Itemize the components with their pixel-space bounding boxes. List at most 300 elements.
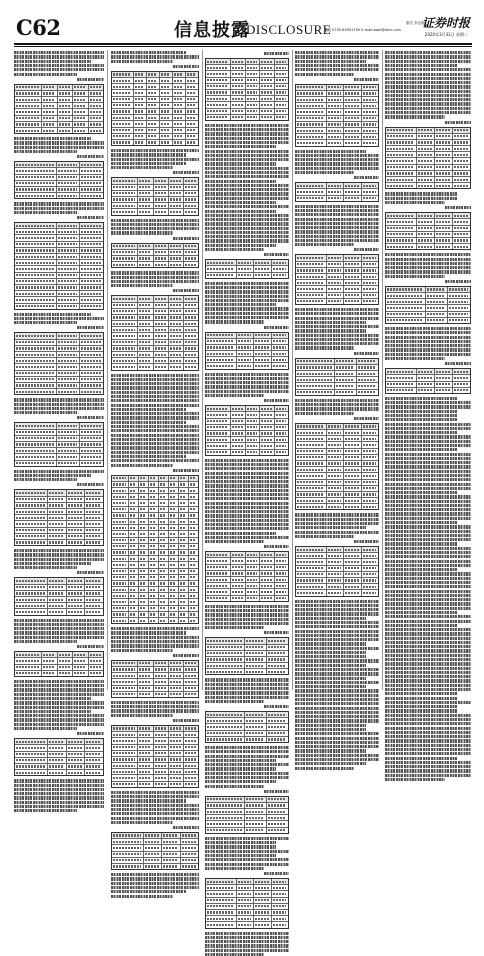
table-cell: [296, 91, 327, 96]
table-cell: [57, 248, 81, 253]
text-line: [205, 286, 289, 289]
text-line: [111, 374, 199, 377]
table-cell: [417, 140, 435, 145]
table-cell: [169, 256, 184, 261]
table-cell: [254, 339, 271, 344]
text-line: [295, 403, 379, 406]
table-row: [206, 363, 288, 368]
table-cell: [237, 891, 254, 896]
table-cell: [129, 525, 139, 530]
column-3: [205, 50, 289, 690]
text-line: [111, 280, 199, 283]
table-cell: [129, 562, 139, 567]
table-cell: [186, 128, 198, 133]
table-cell: [184, 309, 198, 314]
table-cell: [169, 782, 184, 787]
table-cell: [57, 273, 81, 278]
table-cell: [15, 770, 48, 775]
table-cell: [231, 406, 245, 411]
table-cell: [57, 297, 81, 302]
text-line: [111, 276, 199, 279]
text-line: [205, 785, 264, 788]
text-line: [111, 451, 199, 454]
table-cell: [15, 609, 48, 614]
table-cell: [15, 128, 42, 133]
table-cell: [80, 254, 103, 259]
table-cell: [260, 419, 274, 424]
table-cell: [89, 665, 103, 670]
table-cell: [67, 503, 86, 508]
table-cell: [272, 885, 288, 890]
table-cell: [85, 497, 103, 502]
table-cell: [134, 128, 147, 133]
table-row: [206, 115, 288, 120]
table-cell: [80, 442, 103, 447]
table-cell: [245, 797, 267, 802]
table-cell: [112, 256, 138, 261]
table-cell: [386, 375, 417, 380]
table-cell: [149, 519, 159, 524]
table-cell: [327, 547, 344, 552]
text-line: [205, 854, 276, 857]
table-cell: [15, 297, 57, 302]
text-line: [295, 342, 379, 345]
table-cell: [189, 599, 198, 604]
text-line: [385, 435, 471, 438]
table-cell: [453, 152, 470, 157]
table-cell: [184, 745, 198, 750]
text-line: [385, 253, 471, 256]
table-cell: [417, 146, 435, 151]
table-cell: [159, 569, 169, 574]
table-cell: [67, 739, 86, 744]
table-cell: [73, 85, 88, 90]
text-line: [111, 459, 199, 462]
table-cell: [296, 128, 327, 133]
table-cell: [149, 556, 159, 561]
table-unit-note: [173, 171, 199, 174]
text-line: [111, 166, 173, 169]
table-cell: [89, 652, 103, 657]
table-cell: [267, 712, 288, 717]
table-cell: [138, 751, 153, 756]
table-cell: [327, 268, 344, 273]
table-cell: [344, 116, 361, 121]
text-line: [14, 779, 104, 782]
table-cell: [344, 504, 361, 509]
table-cell: [189, 538, 198, 543]
table-cell: [417, 128, 435, 133]
table-cell: [15, 454, 57, 459]
table-cell: [267, 663, 288, 668]
text-line: [205, 248, 264, 251]
table-cell: [386, 293, 426, 298]
table-cell: [231, 96, 245, 101]
table-cell: [206, 419, 231, 424]
table-cell: [134, 72, 147, 77]
table-cell: [260, 552, 274, 557]
table-cell: [139, 569, 149, 574]
table-cell: [245, 809, 267, 814]
table-cell: [245, 803, 267, 808]
table-cell: [275, 596, 288, 601]
table-cell: [344, 189, 361, 194]
table-cell: [112, 525, 129, 530]
table-cell: [67, 603, 86, 608]
table-cell: [15, 97, 42, 102]
table-cell: [138, 364, 153, 369]
table-cell: [206, 669, 245, 674]
table-cell: [327, 274, 344, 279]
text-line: [205, 184, 289, 187]
table-cell: [206, 565, 231, 570]
table-unit-note: [264, 399, 289, 402]
issue-date: 2020年3月31日 星期二: [424, 32, 468, 37]
text-line: [385, 658, 471, 661]
table-cell: [169, 562, 179, 567]
table-row: [15, 540, 103, 545]
text-line: [205, 850, 289, 853]
text-line: [295, 745, 379, 748]
text-line: [295, 230, 379, 233]
table-cell: [154, 757, 169, 762]
table-cell: [246, 84, 260, 89]
text-line: [14, 631, 104, 634]
table-cell: [189, 550, 198, 555]
table-cell: [138, 296, 153, 301]
text-line: [111, 149, 199, 152]
table-cell: [169, 745, 184, 750]
table-cell: [386, 140, 417, 145]
table-cell: [159, 494, 169, 499]
text-line: [385, 534, 471, 537]
table-cell: [179, 538, 189, 543]
table-cell: [260, 71, 274, 76]
table-cell: [184, 191, 198, 196]
table-cell: [344, 299, 361, 304]
table-cell: [112, 197, 138, 202]
table-cell: [154, 346, 169, 351]
table-cell: [138, 309, 153, 314]
table-cell: [344, 590, 361, 595]
table-cell: [327, 436, 344, 441]
column-2: [111, 50, 199, 690]
text-line: [14, 727, 77, 730]
text-line: [111, 649, 173, 652]
text-line: [295, 737, 379, 740]
table-cell: [154, 661, 169, 666]
text-line: [295, 167, 379, 170]
data-table: [295, 182, 379, 202]
table-cell: [154, 732, 169, 737]
table-cell: [169, 494, 179, 499]
table-cell: [67, 745, 86, 750]
table-cell: [254, 916, 271, 921]
table-cell: [85, 521, 103, 526]
table-cell: [138, 256, 153, 261]
table-cell: [112, 726, 138, 731]
table-cell: [231, 558, 245, 563]
table-cell: [386, 171, 417, 176]
table-cell: [112, 346, 138, 351]
table-cell: [154, 303, 169, 308]
table-cell: [73, 103, 88, 108]
table-cell: [15, 260, 57, 265]
table-cell: [42, 97, 57, 102]
table-cell: [206, 916, 237, 921]
text-line: [111, 644, 199, 647]
table-cell: [189, 482, 198, 487]
text-line: [14, 407, 104, 410]
text-line: [385, 115, 445, 118]
table-cell: [169, 507, 179, 512]
text-line: [205, 205, 289, 208]
text-line: [205, 502, 289, 505]
table-cell: [435, 238, 453, 243]
text-line: [385, 675, 471, 678]
table-unit-note: [264, 326, 289, 329]
table-cell: [362, 293, 378, 298]
text-line: [385, 572, 471, 575]
table-cell: [417, 213, 435, 218]
table-cell: [179, 494, 189, 499]
text-line: [385, 641, 471, 644]
table-cell: [149, 544, 159, 549]
table-cell: [57, 333, 81, 338]
table-row: [112, 864, 198, 869]
text-line: [385, 500, 471, 503]
table-cell: [169, 315, 184, 320]
table-cell: [426, 305, 449, 310]
table-cell: [267, 828, 288, 833]
text-line: [295, 399, 379, 402]
text-line: [14, 68, 104, 71]
table-cell: [112, 686, 138, 691]
table-cell: [417, 232, 435, 237]
table-cell: [260, 412, 274, 417]
text-line: [295, 518, 379, 521]
table-cell: [272, 891, 288, 896]
table-cell: [160, 84, 173, 89]
table-cell: [386, 299, 426, 304]
text-line: [205, 282, 289, 285]
text-line: [111, 636, 199, 639]
table-cell: [129, 488, 139, 493]
table-cell: [15, 383, 57, 388]
table-cell: [344, 91, 361, 96]
column-1: [14, 50, 104, 690]
table-cell: [169, 679, 184, 684]
text-line: [205, 381, 289, 384]
text-line: [205, 231, 289, 234]
table-cell: [160, 140, 173, 145]
table-cell: [335, 377, 357, 382]
table-cell: [147, 128, 160, 133]
table-cell: [267, 737, 288, 742]
table-cell: [296, 183, 327, 188]
table-cell: [362, 299, 378, 304]
text-line: [385, 64, 458, 67]
table-cell: [267, 638, 288, 643]
table-cell: [181, 858, 198, 863]
text-line: [295, 312, 379, 315]
table-cell: [453, 375, 470, 380]
table-cell: [159, 581, 169, 586]
editor-line-2: 电话 0755-83501750 E-mail:zqsb@stcn.com: [324, 28, 401, 32]
table-cell: [169, 309, 184, 314]
table-unit-note: [77, 155, 104, 158]
table-cell: [89, 91, 103, 96]
table-cell: [426, 287, 449, 292]
table-cell: [267, 731, 288, 736]
table-cell: [138, 769, 153, 774]
table-cell: [362, 91, 378, 96]
data-table: [205, 259, 289, 279]
table-cell: [169, 525, 179, 530]
table-cell: [275, 71, 288, 76]
table-cell: [206, 571, 231, 576]
table-cell: [58, 671, 73, 676]
text-line: [14, 141, 104, 144]
data-table: [295, 84, 379, 147]
text-line: [205, 180, 276, 183]
text-line: [385, 525, 471, 528]
table-cell: [154, 209, 169, 214]
text-line: [385, 632, 471, 635]
table-cell: [231, 71, 245, 76]
table-cell: [453, 369, 470, 374]
table-cell: [327, 473, 344, 478]
table-cell: [42, 109, 57, 114]
table-unit-note: [264, 631, 289, 634]
table-cell: [184, 732, 198, 737]
table-cell: [206, 84, 231, 89]
table-cell: [184, 358, 198, 363]
column-5: [385, 50, 471, 690]
table-cell: [206, 260, 237, 265]
text-line: [14, 796, 104, 799]
text-line: [295, 677, 366, 680]
table-cell: [237, 904, 254, 909]
table-cell: [15, 377, 57, 382]
text-line: [111, 386, 199, 389]
table-cell: [362, 122, 378, 127]
text-line: [111, 162, 186, 165]
table-cell: [184, 364, 198, 369]
table-cell: [147, 115, 160, 120]
text-line: [205, 188, 289, 191]
text-line: [14, 684, 104, 687]
table-cell: [267, 669, 288, 674]
table-cell: [184, 303, 198, 308]
table-cell: [179, 562, 189, 567]
text-line: [205, 532, 276, 535]
table-cell: [179, 569, 189, 574]
table-cell: [344, 424, 361, 429]
table-cell: [57, 358, 81, 363]
text-line: [205, 137, 289, 140]
table-cell: [139, 494, 149, 499]
table-cell: [246, 109, 260, 114]
table-cell: [15, 671, 42, 676]
table-cell: [169, 296, 184, 301]
table-cell: [296, 371, 335, 376]
table-unit-note: [264, 52, 289, 55]
table-cell: [139, 488, 149, 493]
table-cell: [57, 430, 81, 435]
table-cell: [179, 581, 189, 586]
column-divider: [202, 50, 203, 690]
text-line: [111, 231, 173, 234]
table-cell: [417, 177, 435, 182]
text-line: [205, 158, 289, 161]
table-cell: [15, 764, 48, 769]
table-unit-note: [445, 121, 471, 124]
table-cell: [112, 97, 134, 102]
text-line: [295, 222, 379, 225]
table-cell: [386, 382, 417, 387]
text-line: [295, 535, 354, 538]
data-table: [111, 475, 199, 625]
table-cell: [112, 618, 129, 623]
table-cell: [231, 450, 245, 455]
table-cell: [57, 346, 81, 351]
text-line: [205, 841, 276, 844]
table-cell: [246, 419, 260, 424]
table-cell: [160, 109, 173, 114]
text-line: [385, 744, 471, 747]
table-cell: [254, 891, 271, 896]
table-cell: [296, 492, 327, 497]
text-line: [205, 373, 289, 376]
table-cell: [67, 585, 86, 590]
table-cell: [154, 309, 169, 314]
table-cell: [184, 296, 198, 301]
table-cell: [67, 609, 86, 614]
text-line: [14, 805, 104, 808]
data-table: [14, 161, 104, 199]
table-cell: [206, 797, 245, 802]
table-cell: [327, 140, 344, 145]
table-cell: [169, 482, 179, 487]
table-cell: [327, 566, 344, 571]
table-cell: [57, 285, 81, 290]
table-cell: [138, 327, 153, 332]
table-cell: [426, 299, 449, 304]
table-cell: [57, 266, 81, 271]
table-cell: [435, 140, 453, 145]
table-cell: [206, 437, 231, 442]
table-cell: [57, 454, 81, 459]
text-line: [295, 685, 366, 688]
table-cell: [417, 382, 435, 387]
text-line: [385, 752, 471, 755]
text-line: [205, 519, 289, 522]
table-cell: [260, 102, 274, 107]
table-cell: [57, 193, 81, 198]
table-cell: [206, 65, 231, 70]
table-cell: [417, 244, 435, 249]
table-cell: [184, 769, 198, 774]
table-cell: [57, 442, 81, 447]
table-cell: [129, 482, 139, 487]
table-cell: [344, 103, 361, 108]
table-cell: [231, 109, 245, 114]
table-cell: [362, 262, 378, 267]
text-line: [295, 689, 379, 692]
table-cell: [237, 898, 254, 903]
table-cell: [327, 91, 344, 96]
